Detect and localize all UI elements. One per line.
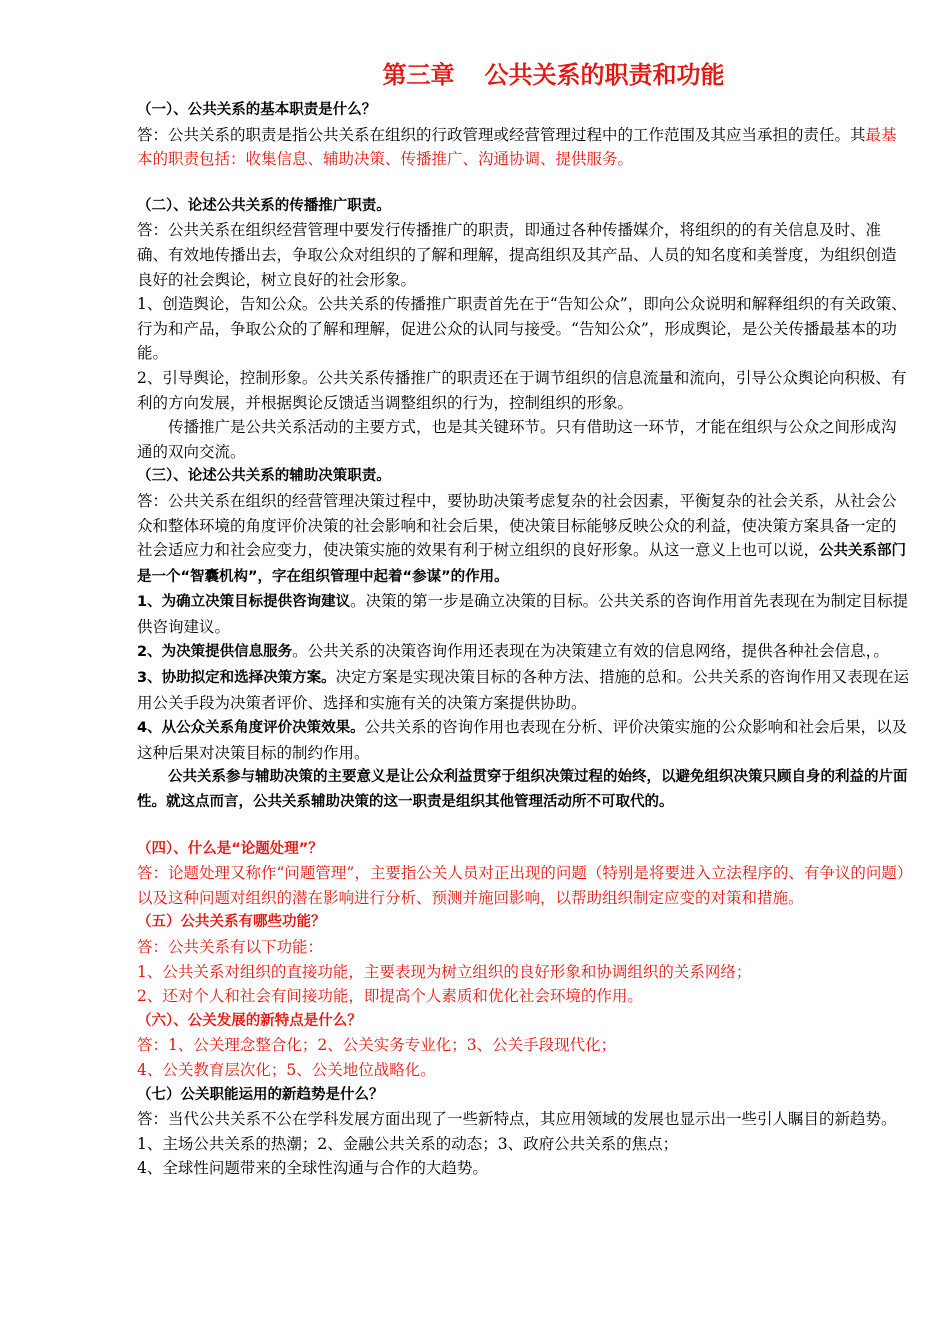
chapter-name: 公共关系的职责和功能 bbox=[484, 61, 725, 89]
answer-5-item-2: 2、还对个人和社会有间接功能，即提高个人素质和优化社会环境的作用。 bbox=[137, 987, 643, 1006]
answer-2-point-1: 1、创造舆论，告知公众。公共关系的传播推广职责首先在于“告知公众”，即向公众说明和解释组织的有关政策、行为和产品，争取公众的了解和理解，促进公众的认同与接受。“告知公众”，形成舆论，是公关传播最基本的功能。 bbox=[137, 295, 907, 363]
answer-3-item-2: 2、为决策提供信息服务。公共关系的决策咨询作用还表现在为决策建立有效的信息网络，提供各种社会信息，。 bbox=[137, 642, 889, 661]
answer-1-highlight: 最基本的职责包括：收集信息、辅助决策、传播推广、沟通协调、提供服务。 bbox=[137, 125, 897, 169]
question-4: （四）、什么是“论题处理”？ bbox=[137, 840, 323, 857]
answer-2: 答：公共关系在组织经营管理中要发行传播推广的职责，即通过各种传播媒介，将组织的的有关信息及时、准确、有效地传播出去，争取公众对组织的了解和理解，提高组织及其产品、人员的知名度和美誉度，为组织创造良好的社会舆论，树立良好的社会形象。 bbox=[137, 221, 897, 289]
answer-3-summary: 公共关系参与辅助决策的主要意义是让公众利益贯穿于组织决策过程的始终，以避免组织决策只顾自身的利益的片面性。就这点而言，公共关系辅助决策的这一职责是组织其他管理活动所不可取代的。 bbox=[137, 769, 908, 811]
answer-4: 答：论题处理又称作“问题管理”，主要指公关人员对正出现的问题（特别是将要进入立法程序的、有争议的问题）以及这种问题对组织的潜在影响进行分析、预测并施回影响，以帮助组织制定应变的对策和措施。 bbox=[137, 864, 905, 907]
question-3: （三）、论述公共关系的辅助决策职责。 bbox=[137, 468, 391, 485]
question-7: （七）公关职能运用的新趋势是什么？ bbox=[137, 1086, 384, 1103]
answer-5-item-1: 1、公共关系对组织的直接功能，主要表现为树立组织的良好形象和协调组织的关系网络； bbox=[137, 962, 752, 981]
answer-3-item-3: 3、协助拟定和选择决策方案。决定方案是实现决策目标的各种方法、措施的总和。公共关系的咨询作用又表现在运用公关手段为决策者评价、选择和实施有关的决策方案提供协助。 bbox=[137, 668, 910, 712]
answer-5: 答：公共关系有以下功能： bbox=[137, 938, 324, 956]
question-6: （六）、公关发展的新特点是什么？ bbox=[137, 1012, 362, 1029]
answer-3-item-4: 4、从公众关系角度评价决策效果。公共关系的咨询作用也表现在分析、评价决策实施的公众影响和社会后果，以及这种后果对决策目标的制约作用。 bbox=[137, 718, 908, 762]
question-1: （一）、公共关系的基本职责是什么？ bbox=[137, 102, 377, 118]
chapter-number: 第三章 bbox=[382, 61, 455, 89]
answer-7: 答：当代公共关系不公在学科发展方面出现了一些新特点，其应用领域的发展也显示出一些引人瞩目的新趋势。 bbox=[137, 1110, 897, 1129]
answer-6-line-1: 答：1、公关理念整合化；2、公关实务专业化；3、公关手段现代化； bbox=[137, 1036, 617, 1055]
answer-2-point-2: 2、引导舆论，控制形象。公共关系传播推广的职责还在于调节组织的信息流量和流向，引导公众舆论向积极、有利的方向发展，并根据舆论反馈适当调整组织的行为，控制组织的形象。 bbox=[137, 368, 907, 412]
page-title bbox=[137, 58, 910, 92]
answer-6-line-2: 4、公关教育层次化；5、公关地位战略化。 bbox=[137, 1060, 436, 1079]
answer-2-summary: 传播推广是公共关系活动的主要方式，也是其关键环节。只有借助这一环节，才能在组织与公众之间形成沟通的双向交流。 bbox=[137, 418, 897, 461]
answer-7-line-1: 1、主场公共关系的热潮；2、金融公共关系的动态；3、政府公共关系的焦点； bbox=[137, 1134, 679, 1153]
answer-7-line-2: 4、全球性问题带来的全球性沟通与合作的大趋势。 bbox=[137, 1159, 488, 1178]
answer-1: 答：公共关系的职责是指公共关系在组织的行政管理或经营管理过程中的工作范围及其应当承担的责任。其最基本的职责包括：收集信息、辅助决策、传播推广、沟通协调、提供服务。 bbox=[137, 125, 897, 169]
question-5: （五）公共关系有哪些功能？ bbox=[137, 914, 326, 931]
answer-3: 答：公共关系在组织的经营管理决策过程中，要协助决策考虑复杂的社会因素，平衡复杂的社会关系，从社会公众和整体环境的角度评价决策的社会影响和社会后果，使决策目标能够反映公众的利益，使决策方案具备一定的社会适应力和社会应变力，使决策实施的效果有利于树立组织的良好形象。从这一意义上也可以说，公共关系部门是一个“智囊机构”，字在组织管理中起着“参谋”的作用。 bbox=[137, 491, 907, 585]
answer-3-item-1: 1、为确立决策目标提供咨询建议。决策的第一步是确立决策的目标。公共关系的咨询作用首先表现在为制定目标提供咨询建议。 bbox=[137, 592, 909, 636]
question-2: （二）、论述公共关系的传播推广职责。 bbox=[137, 197, 391, 214]
